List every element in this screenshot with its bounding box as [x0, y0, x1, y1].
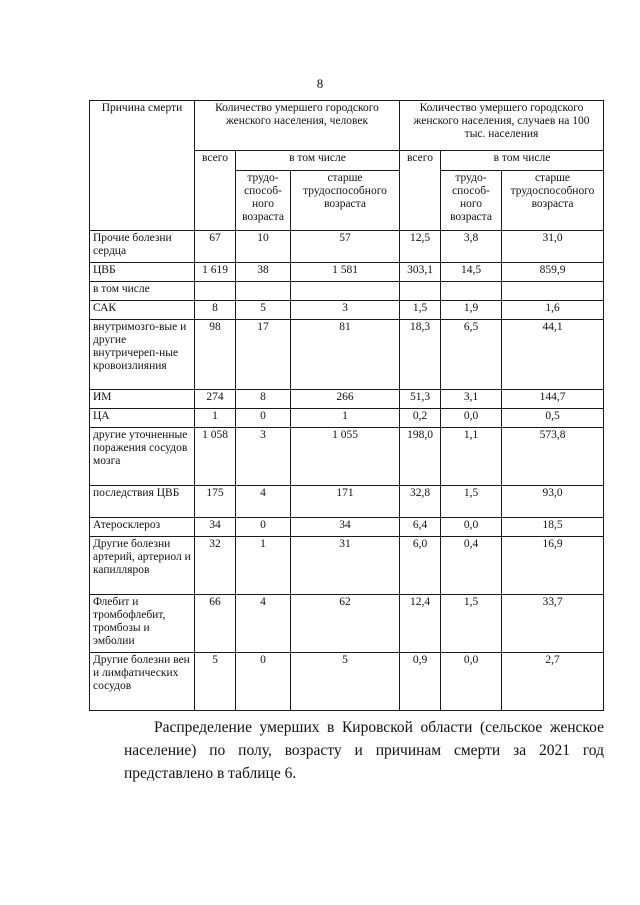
table-cell: 66	[195, 595, 236, 653]
table-row	[90, 263, 604, 282]
table-cell: 1,6	[502, 301, 604, 320]
table-cell: 198,0	[400, 428, 441, 486]
body-paragraph: Распределение умерших в Кировской области (сельское женское население) по полу, возрасту и причинам смерти за 2021 год представлено в таблице 6.	[124, 719, 604, 782]
header-total-abs: всего	[195, 151, 236, 231]
table-cell: 8	[195, 301, 236, 320]
table-cell: 14,5	[441, 263, 502, 282]
table-row	[90, 518, 604, 537]
table-row	[90, 428, 604, 486]
table-cell: 573,8	[502, 428, 604, 486]
row-label: Прочие болезни сердца	[90, 231, 195, 263]
table-cell: 1 058	[195, 428, 236, 486]
table-cell: 44,1	[502, 320, 604, 390]
table-cell	[502, 282, 604, 301]
table-row	[90, 301, 604, 320]
table-cell: 51,3	[400, 390, 441, 409]
table-cell: 274	[195, 390, 236, 409]
table-row	[90, 320, 604, 390]
table-cell: 3	[236, 428, 291, 486]
table-cell	[441, 282, 502, 301]
table-cell: 34	[291, 518, 400, 537]
table-cell: 93,0	[502, 486, 604, 518]
table-cell: 1 619	[195, 263, 236, 282]
table-row	[90, 231, 604, 263]
row-label: Флебит и тромбофлебит, тромбозы и эмболии	[90, 595, 195, 653]
table-cell: 1,1	[441, 428, 502, 486]
table-cell: 18,5	[502, 518, 604, 537]
table-cell: 57	[291, 231, 400, 263]
table-cell: 34	[195, 518, 236, 537]
table-cell	[195, 282, 236, 301]
table-cell: 12,4	[400, 595, 441, 653]
row-label: Атеросклероз	[90, 518, 195, 537]
table-cell: 1 581	[291, 263, 400, 282]
table-cell: 303,1	[400, 263, 441, 282]
table-cell: 171	[291, 486, 400, 518]
row-label: ЦА	[90, 409, 195, 428]
table-cell: 0	[236, 518, 291, 537]
table-cell: 3,8	[441, 231, 502, 263]
row-label: Другие болезни артерий, артериол и капилляров	[90, 537, 195, 595]
table-cell: 5	[236, 301, 291, 320]
table-cell: 4	[236, 486, 291, 518]
table-cell: 1 055	[291, 428, 400, 486]
table-cell: 3,1	[441, 390, 502, 409]
table-cell: 0	[236, 653, 291, 711]
header-older-abs: старше трудоспособного возраста	[291, 171, 400, 231]
table-cell: 3	[291, 301, 400, 320]
row-label: другие уточненные поражения сосудов мозга	[90, 428, 195, 486]
table-cell: 6,5	[441, 320, 502, 390]
table-cell: 1	[236, 537, 291, 595]
header-cause: Причина смерти	[90, 101, 195, 231]
row-label: последствия ЦВБ	[90, 486, 195, 518]
table-cell: 67	[195, 231, 236, 263]
table-cell	[400, 282, 441, 301]
table-row	[90, 595, 604, 653]
table-cell: 17	[236, 320, 291, 390]
mortality-table	[89, 100, 604, 711]
row-label: ИМ	[90, 390, 195, 409]
table-row	[90, 537, 604, 595]
table-cell: 1,5	[400, 301, 441, 320]
table-cell: 5	[195, 653, 236, 711]
table-cell: 10	[236, 231, 291, 263]
table-cell: 0,2	[400, 409, 441, 428]
table-cell: 98	[195, 320, 236, 390]
table-cell: 33,7	[502, 595, 604, 653]
row-label: ЦВБ	[90, 263, 195, 282]
table-cell: 0,0	[441, 409, 502, 428]
header-working-age-rate: трудо-способ-ного возраста	[441, 171, 502, 231]
table-cell: 175	[195, 486, 236, 518]
table-cell: 32	[195, 537, 236, 595]
table-cell: 1	[291, 409, 400, 428]
table-cell: 38	[236, 263, 291, 282]
header-row-1	[90, 101, 604, 151]
table-cell: 6,0	[400, 537, 441, 595]
row-label: внутримозго-вые и другие внутричереп-ные кровоизлияния	[90, 320, 195, 390]
table-cell: 0,4	[441, 537, 502, 595]
table-cell: 32,8	[400, 486, 441, 518]
table-cell: 1,5	[441, 595, 502, 653]
table-cell: 18,3	[400, 320, 441, 390]
table-cell: 5	[291, 653, 400, 711]
table-cell: 859,9	[502, 263, 604, 282]
header-including-rate: в том числе	[441, 151, 604, 171]
table-cell: 16,9	[502, 537, 604, 595]
row-label: Другие болезни вен и лимфатических сосудов	[90, 653, 195, 711]
header-rate-group: Количество умершего городского женского населения, случаев на 100 тыс. населения	[400, 101, 604, 151]
table-cell: 8	[236, 390, 291, 409]
page-number: 8	[316, 76, 324, 91]
table-cell: 31,0	[502, 231, 604, 263]
row-label: в том числе	[90, 282, 195, 301]
table-cell: 2,7	[502, 653, 604, 711]
table-row	[90, 409, 604, 428]
table-cell: 266	[291, 390, 400, 409]
table-row	[90, 486, 604, 518]
table-cell: 6,4	[400, 518, 441, 537]
table-cell: 0,0	[441, 653, 502, 711]
table-row	[90, 390, 604, 409]
table-cell: 0	[236, 409, 291, 428]
table-cell: 1	[195, 409, 236, 428]
header-working-age-abs: трудо-способ-ного возраста	[236, 171, 291, 231]
table-cell: 12,5	[400, 231, 441, 263]
row-label: САК	[90, 301, 195, 320]
table-cell	[236, 282, 291, 301]
header-including-abs: в том числе	[236, 151, 400, 171]
table-cell: 0,5	[502, 409, 604, 428]
table-cell: 1,9	[441, 301, 502, 320]
header-absolute-group: Количество умершего городского женского населения, человек	[195, 101, 400, 151]
table-cell: 0,0	[441, 518, 502, 537]
table-cell	[291, 282, 400, 301]
header-total-rate: всего	[400, 151, 441, 231]
table-cell: 62	[291, 595, 400, 653]
table-cell: 1,5	[441, 486, 502, 518]
table-cell: 144,7	[502, 390, 604, 409]
table-cell: 31	[291, 537, 400, 595]
table-cell: 81	[291, 320, 400, 390]
table-body	[90, 231, 604, 711]
table-cell: 4	[236, 595, 291, 653]
table-row	[90, 282, 604, 301]
table-row	[90, 653, 604, 711]
table-cell: 0,9	[400, 653, 441, 711]
header-older-rate: старше трудоспособного возраста	[502, 171, 604, 231]
